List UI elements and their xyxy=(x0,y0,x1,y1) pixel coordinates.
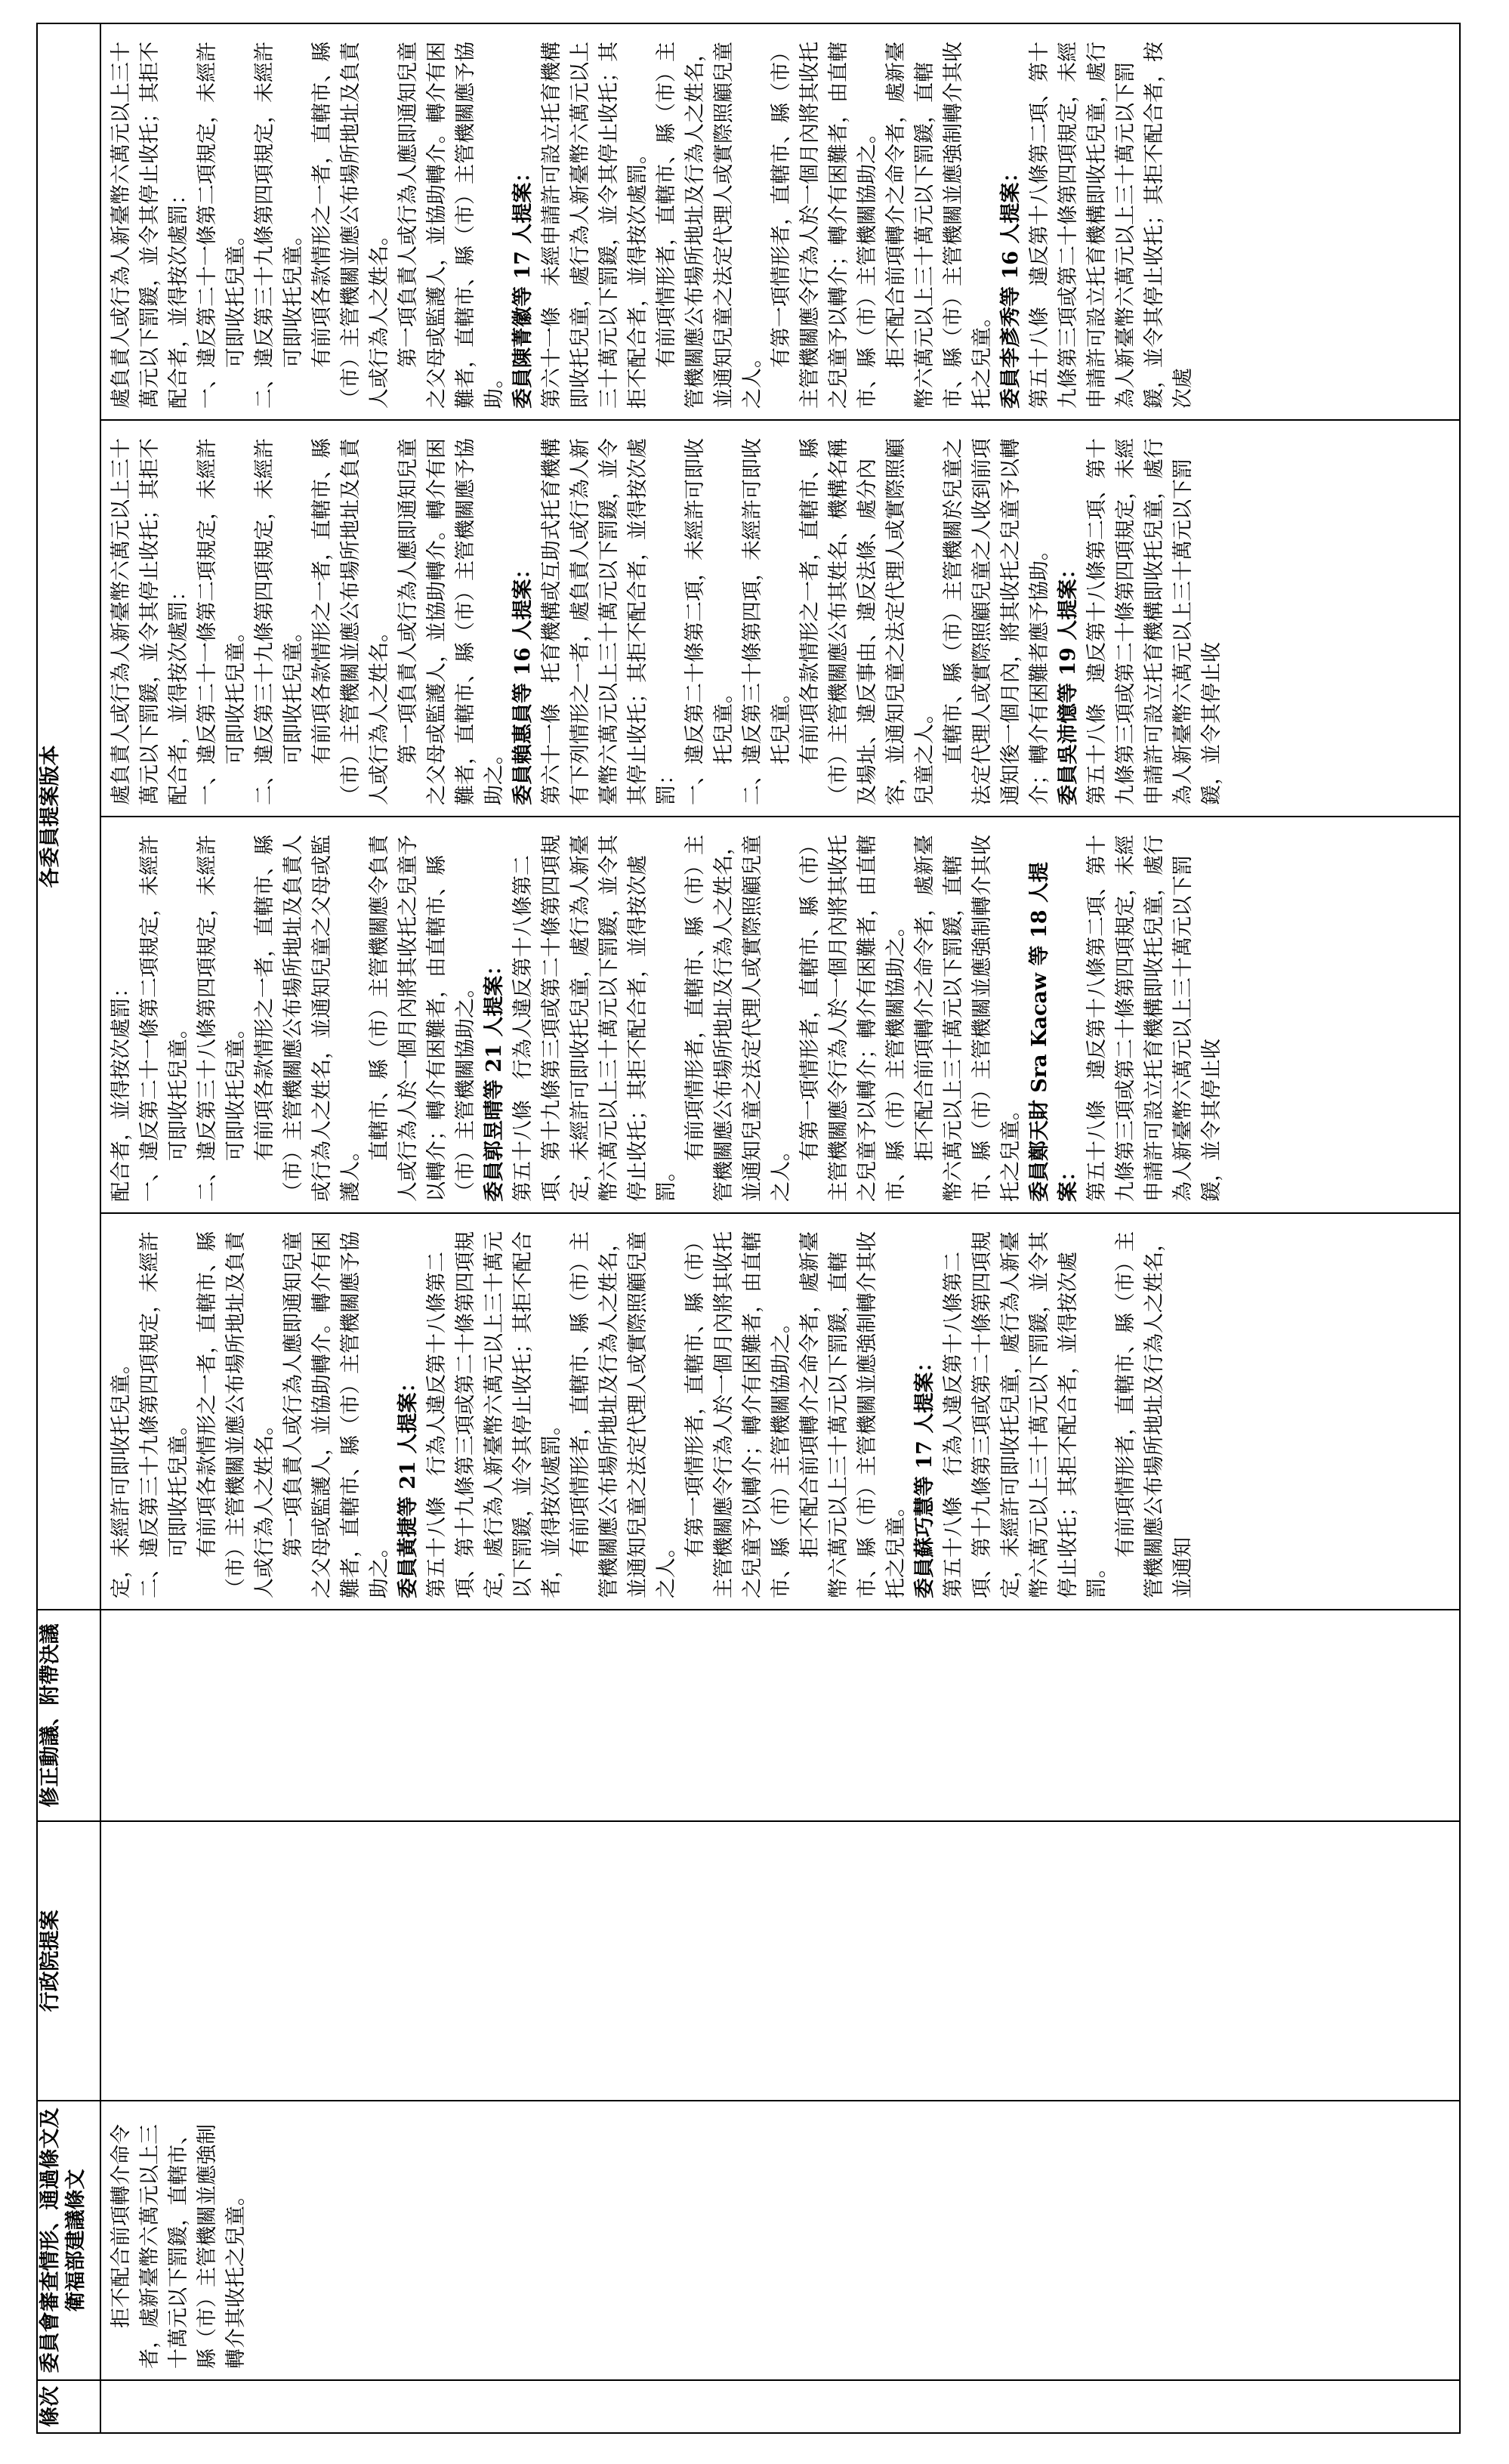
proposal-paragraph: 一、違反第二十一條第二項規定，未經許可即收托兒童。 xyxy=(138,835,190,1202)
proposal-paragraph: 第五十八條 行為人違反第十八條第二項、第十九條第三項或第二十條第四項規定，處行為人新臺幣六萬元以上三十萬元以下罰鍰，並令其停止收托；其拒不配合者，並得按次處罰。 xyxy=(425,1231,563,1598)
proposal-paragraph: 第五十八條 違反第十八條第二項、第十九條第三項或第二十條第四項規定，未經申請許可設立托育機構即收托兒童，處行為人新臺幣六萬元以上三十萬元以下罰鍰，並令其停止收托；其拒不配合者，按次處 xyxy=(1028,42,1195,409)
proposal-paragraph: 第一項負責人或行為人應即通知兒童之父母或監護人，並協助轉介。轉介有困難者，直轄市、縣（市）主管機關應予協助。 xyxy=(397,42,506,409)
committee-text: 拒不配合前項轉介命令者，處新臺幣六萬元以上三十萬元以下罰鍰，直轄市、縣（市）主管機關並應強制轉介其收托之兒童。 xyxy=(110,2124,248,2369)
proposal-paragraph: 二、違反第三十八條第四項規定，未經許可即收托兒童。 xyxy=(196,835,248,1202)
proposals-column-1 xyxy=(101,1212,1459,1609)
proposal-paragraph: 有前項各款情形之一者，直轄市、縣（市）主管機關並應公布場所地址及負責人或行為人之姓名。 xyxy=(196,1231,276,1598)
proposal-heading: 委員李彥秀等 16 人提案： xyxy=(999,162,1023,409)
header-committee: 委員會審查情形、通過條文及衛福部建議條文 xyxy=(37,2101,100,2380)
proposal-paragraph: 第一項負責人或行為人應即通知兒童之父母或監護人，並協助轉介。轉介有困難者，直轄市、縣（市）主管機關應予協助之。 xyxy=(397,438,506,805)
proposal-paragraph: 有前項情形者，直轄市、縣（市）主管機關應公布場所地址及行為人之姓名，並通知兒童之法定代理人或實際照顧兒童之人。 xyxy=(655,42,764,409)
comparison-table xyxy=(36,23,1461,2434)
proposal-paragraph: 有前項各款情形之一者，直轄市、縣（市）主管機關並應公布場所地址及負責人或行為人之姓名。 xyxy=(310,438,391,805)
proposal-paragraph: 有前項各款情形之一者，直轄市、縣（市）主管機關並應公布場所地址及負責人或行為人之姓名。 xyxy=(310,42,391,409)
proposal-paragraph: 第五十八條 違反第十八條第二項、第十九條第三項或第二十條第四項規定，未經申請許可設立托育機構即收托兒童，處行為人新臺幣六萬元以上三十萬元以下罰鍰，並令其停止收 xyxy=(1085,438,1224,805)
proposal-paragraph: 二、違反第三十條第四項，未經許可即收托兒童。 xyxy=(741,438,793,805)
proposal-paragraph: 有前項各款情形之一者，直轄市、縣（市）主管機關應公布其姓名、機構名稱及場址、違反事由、違反法條、處分內容，並通知兒童之法定代理人或實際照顧兒童之人。 xyxy=(798,438,937,805)
proposal-paragraph: 有第一項情形者，直轄市、縣（市）主管機關應令行為人於一個月內將其收托之兒童予以轉介；轉介有困難者，由直轄市、縣（市）主管機關協助之。 xyxy=(684,1231,793,1598)
executive-cell xyxy=(100,1821,1460,2101)
proposal-heading: 委員鄭天財 Sra Kacaw 等 18 人提案： xyxy=(1028,862,1080,1202)
proposal-paragraph: 二、違反第三十九條第四項規定，未經許可即收托兒童。 xyxy=(138,1231,190,1598)
proposal-paragraph: 有前項情形者，直轄市、縣（市）主管機關應公布場所地址及行為人之姓名，並通知兒童之法定代理人或實際照顧兒童之人。 xyxy=(569,1231,678,1598)
proposal-paragraph: 直轄市、縣（市）主管機關應令負責人或行為人於一個月內將其收托之兒童予以轉介；轉介有困難者，由直轄市、縣（市）主管機關協助之。 xyxy=(368,835,477,1202)
proposal-paragraph: 第六十一條 托育機構或互助式托育機構有下列情形之一者，處負責人或行為人新臺幣六萬元以上三十萬元以下罰鍰，並令其停止收托；其拒不配合者，並得按次處罰： xyxy=(540,438,678,805)
proposal-heading: 委員郭昱晴等 21 人提案： xyxy=(483,955,506,1202)
proposal-paragraph: 有第一項情形者，直轄市、縣（市）主管機關應令行為人於一個月內將其收托之兒童予以轉介；轉介有困難者，由直轄市、縣（市）主管機關協助之。 xyxy=(770,42,879,409)
proposal-paragraph: 二、違反第三十九條第四項規定，未經許可即收托兒童。 xyxy=(253,42,305,409)
proposal-paragraph: 第五十八條 違反第十八條第二項、第十九條第三項或第二十條第四項規定，未經申請許可設立托育機構即收托兒童，處行為人新臺幣六萬元以上三十萬元以下罰鍰，並令其停止收 xyxy=(1085,835,1224,1202)
proposal-heading: 委員陳菁徽等 17 人提案： xyxy=(511,162,535,409)
header-proposals: 各委員提案版本 xyxy=(37,23,100,1610)
proposals-column-4 xyxy=(101,24,1459,419)
proposal-paragraph: 拒不配合前項轉介之命令者，處新臺幣六萬元以上三十萬元以下罰鍰，直轄市、縣（市）主管機關並應強制轉介其收托之兒童。 xyxy=(798,1231,908,1598)
proposal-paragraph: 第五十八條 行為人違反第十八條第二項、第十九條第三項或第二十條第四項規定，未經許可即收托兒童，處行為人新臺幣六萬元以上三十萬元以下罰鍰，並令其停止收托；其拒不配合者，並得按次處罰。 xyxy=(942,1231,1109,1598)
proposal-paragraph: 有前項情形者，直轄市、縣（市）主管機關應公布場所地址及行為人之姓名，並通知 xyxy=(1114,1231,1195,1598)
header-amendment: 修正動議、附帶決議 xyxy=(37,1610,100,1821)
proposal-heading: 委員蘇巧慧等 17 人提案： xyxy=(913,1351,937,1598)
proposal-paragraph: 二、違反第三十九條第四項規定，未經許可即收托兒童。 xyxy=(253,438,305,805)
proposal-paragraph: 第一項負責人或行為人應即通知兒童之父母或監護人，並協助轉介。轉介有困難者，直轄市、縣（市）主管機關應予協助之。 xyxy=(282,1231,391,1598)
body-row xyxy=(100,23,1460,2433)
proposal-paragraph: 拒不配合前項轉介之命令者，處新臺幣六萬元以上三十萬元以下罰鍰，直轄市、縣（市）主管機關並應強制轉介其收托之兒童。 xyxy=(884,42,994,409)
proposal-paragraph: 一、違反第二十一條第二項規定，未經許可即收托兒童。 xyxy=(196,438,248,805)
header-row xyxy=(37,23,100,2433)
proposal-paragraph: 直轄市、縣（市）主管機關於兒童之法定代理人或實際照顧兒童之人收到前項通知後一個月內，將其收托之兒童予以轉介；轉介有困難者應予協助。 xyxy=(942,438,1051,805)
proposal-paragraph: 有第一項情形者，直轄市、縣（市）主管機關應令行為人於一個月內將其收托之兒童予以轉介；轉介有困難者，由直轄市、縣（市）主管機關協助之。 xyxy=(798,835,908,1202)
proposals-column-2 xyxy=(101,816,1459,1212)
proposal-paragraph: 定，未經許可即收托兒童。 xyxy=(110,1354,133,1598)
proposal-paragraph: 處負責人或行為人新臺幣六萬元以上三十萬元以下罰鍰，並令其停止收托；其拒不配合者，並得按次處罰： xyxy=(110,438,190,805)
committee-cell xyxy=(100,2101,1460,2380)
proposal-paragraph: 一、違反第二十條第二項，未經許可即收托兒童。 xyxy=(684,438,736,805)
header-article: 條次 xyxy=(37,2380,100,2433)
amendment-cell xyxy=(100,1610,1460,1821)
proposal-heading: 委員賴惠員等 16 人提案： xyxy=(511,558,535,805)
proposal-paragraph: 拒不配合前項轉介之命令者，處新臺幣六萬元以上三十萬元以下罰鍰，直轄市、縣（市）主管機關並應強制轉介其收托之兒童。 xyxy=(913,835,1023,1202)
proposal-heading: 委員吳沛憶等 19 人提案： xyxy=(1057,558,1080,805)
proposal-heading: 委員黃捷等 21 人提案： xyxy=(397,1372,420,1598)
header-executive: 行政院提案 xyxy=(37,1821,100,2101)
proposal-paragraph: 有前項情形者，直轄市、縣（市）主管機關應公布場所地址及行為人之姓名，並通知兒童之法定代理人或實際照顧兒童之人。 xyxy=(684,835,793,1202)
article-cell xyxy=(100,2380,1460,2433)
proposal-paragraph: 第六十一條 未經申請許可設立托育機構即收托兒童，處行為人新臺幣六萬元以上三十萬元以下罰鍰，並令其停止收托；其拒不配合者，並得按次處罰。 xyxy=(540,42,650,409)
proposal-paragraph: 配合者，並得按次處罰： xyxy=(110,977,133,1202)
proposal-paragraph: 一、違反第二十一條第二項規定，未經許可即收托兒童。 xyxy=(196,42,248,409)
proposals-cell xyxy=(100,23,1460,1610)
proposal-paragraph: 處負責人或行為人新臺幣六萬元以上三十萬元以下罰鍰，並令其停止收托；其拒不配合者，並得按次處罰： xyxy=(110,42,190,409)
proposal-paragraph: 有前項各款情形之一者，直轄市、縣（市）主管機關應公布場所地址及負責人或行為人之姓名，並通知兒童之父母或監護人。 xyxy=(253,835,363,1202)
proposals-column-3 xyxy=(101,419,1459,816)
proposal-paragraph: 第五十八條 行為人違反第十八條第二項、第十九條第三項或第二十條第四項規定，未經許可即收托兒童，處行為人新臺幣六萬元以上三十萬元以下罰鍰，並令其停止收托；其拒不配合者，並得按次處罰。 xyxy=(511,835,678,1202)
